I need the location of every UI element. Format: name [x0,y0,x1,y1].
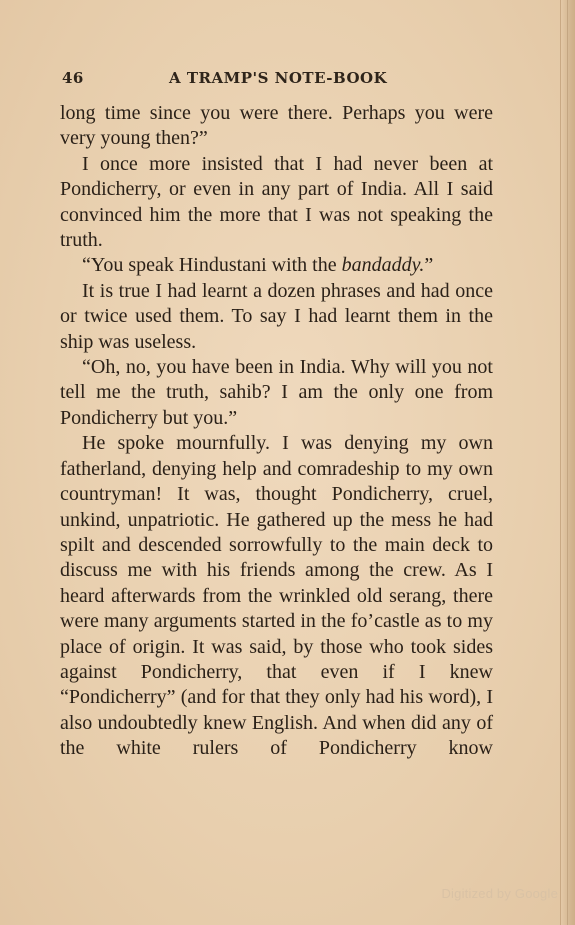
body-text [60,101,493,762]
paragraph: He spoke mournfully. I was denying my own fatherland, denying help and comradeship to my own countryman! It was, thought Pondicherry, cruel, unkind, unpatriotic. He gathered up the mess he had spilt and descended sorrowfully to the main deck to discuss me with his friends among the crew. As I heard afterwards from the wrinkled old serang, there were many arguments started in the fo’castle as to my place of origin. It was said, by those who took sides against Pondicherry, that even if I knew “Pondicherry” (and for that they only had his word), I also undoubtedly knew English. And when did any of the white rulers of Pondicherry know [60,432,493,760]
paragraph: long time since you were there. Perhaps you were very young then?” [60,102,493,150]
page-number: 46 [62,69,84,87]
italic-word: bandaddy. [341,254,425,277]
paragraph: I once more insisted that I had never been at Pondicherry, or even in any part of India. All I said convinced him the more that I was not speaking the truth. [60,152,493,252]
quote-text: “You speak Hindustani with the [82,254,342,277]
paragraph [60,253,493,278]
page-header [62,69,492,91]
quote-close: ” [424,254,434,277]
running-head: A TRAMP'S NOTE-BOOK [169,69,388,87]
paragraph: It is true I had learnt a dozen phrases and had once or twice used them. To say I had learnt them in the ship was useless. [60,279,493,353]
page-edge [560,0,575,925]
paragraph: “Oh, no, you have been in India. Why will you not tell me the truth, sahib? I am the only one from Pondicherry but you.” [60,356,493,429]
digitization-watermark: Digitized by Google [441,886,558,901]
